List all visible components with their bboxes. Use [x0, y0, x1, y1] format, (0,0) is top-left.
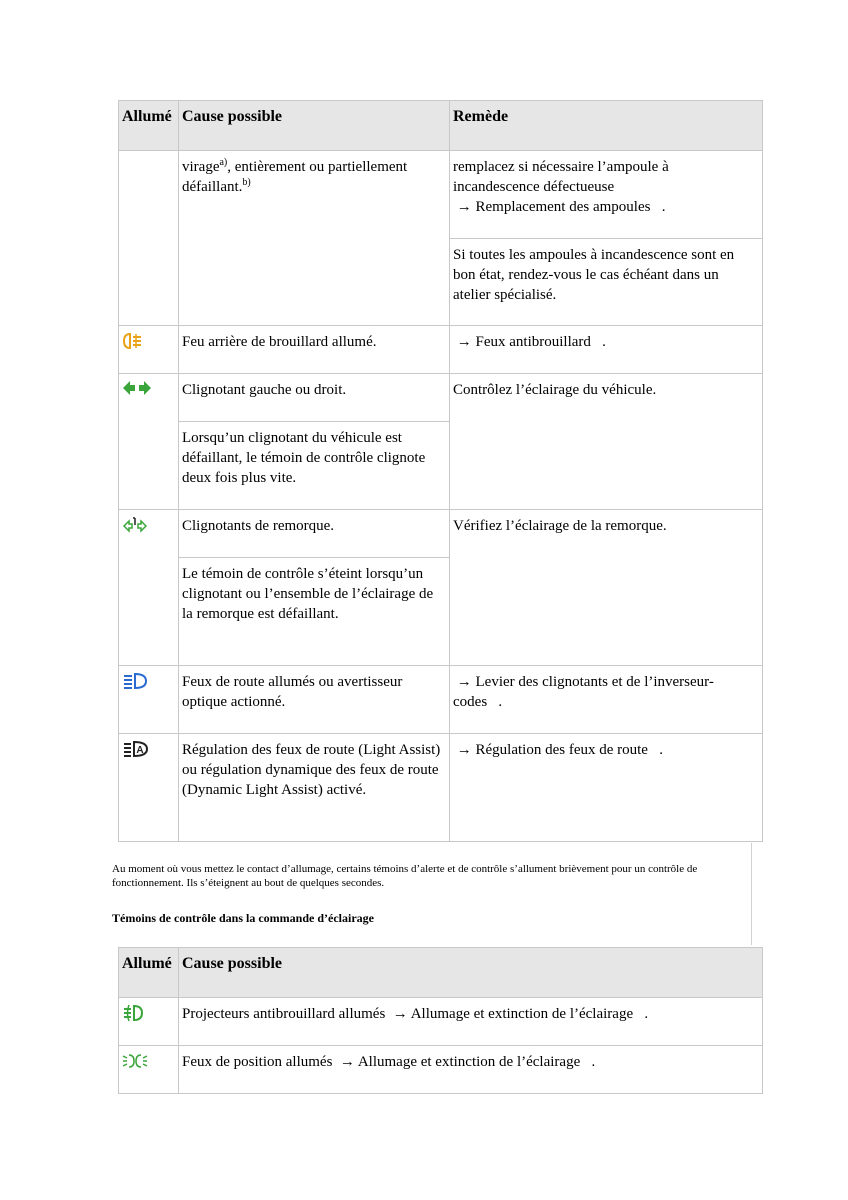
- cause-cell: Lorsqu’un clignotant du véhicule est défaillant, le témoin de contrôle clignote deux fois plus vite.: [179, 422, 450, 510]
- table-row: [119, 734, 763, 842]
- cause-cell: Régulation des feux de route (Light Assist) ou régulation dynamique des feux de route (Dynamic Light Assist) activé.: [179, 734, 450, 842]
- header-cause: Cause possible: [179, 101, 450, 151]
- trailer-turn-signal-icon: [122, 516, 148, 536]
- cause-cell: Clignotants de remorque.: [179, 510, 450, 558]
- cause-cell: Feux de route allumés ou avertisseur optique actionné.: [179, 666, 450, 734]
- front-fog-light-icon: [122, 1004, 148, 1024]
- header-allume: Allumé: [119, 948, 179, 998]
- info-note: Au moment où vous mettez le contact d’allumage, certains témoins d’alerte et de contrôle s’allument brièvement pour un contrôle de fonctionnement. Ils s’éteignent au bout de quelques secondes.: [112, 863, 698, 889]
- table-row: [119, 374, 763, 422]
- remede-cell: → Levier des clignotants et de l’inverseur-codes .: [450, 666, 763, 734]
- indicator-table: [118, 100, 763, 842]
- cause-cell: virage$^{a)}$, entièrement ou partiellement défaillant.$^{b)}$: [179, 151, 450, 326]
- remede-cell: → Feux antibrouillard .: [450, 326, 763, 374]
- light-assist-icon: [122, 740, 148, 760]
- table-row: [119, 326, 763, 374]
- table-header-row: [119, 948, 763, 998]
- remede-cell: Si toutes les ampoules à incandescence sont en bon état, rendez-vous le cas échéant dans un atelier spécialisé.: [450, 239, 763, 326]
- cause-cell: Projecteurs antibrouillard allumés → Allumage et extinction de l’éclairage .: [179, 998, 763, 1046]
- icon-cell: [119, 326, 179, 374]
- table-row: [119, 666, 763, 734]
- link-feux-antibrouillard[interactable]: → Feux antibrouillard: [456, 334, 591, 350]
- header-remede: Remède: [450, 101, 763, 151]
- position-lights-icon: [122, 1052, 148, 1072]
- cause-cell: Feu arrière de brouillard allumé.: [179, 326, 450, 374]
- icon-cell: [119, 510, 179, 666]
- svg-text:A: A: [136, 745, 144, 756]
- link-regulation-feux[interactable]: → Régulation des feux de route: [456, 742, 648, 758]
- icon-cell: [119, 998, 179, 1046]
- table-row: [119, 151, 763, 239]
- table-row: [119, 1046, 763, 1094]
- table-header-row: [119, 101, 763, 151]
- header-cause: Cause possible: [179, 948, 763, 998]
- icon-cell: [119, 734, 179, 842]
- remede-cell: Contrôlez l’éclairage du véhicule.: [450, 374, 763, 510]
- table-row: [119, 998, 763, 1046]
- cause-cell: Le témoin de contrôle s’éteint lorsqu’un clignotant ou l’ensemble de l’éclairage de la remorque est défaillant.: [179, 558, 450, 666]
- link-allumage-eclairage[interactable]: → Allumage et extinction de l’éclairage: [339, 1054, 581, 1070]
- link-levier-clignotants[interactable]: → Levier des clignotants et de l’inverseur-codes: [453, 674, 714, 710]
- link-allumage-eclairage[interactable]: → Allumage et extinction de l’éclairage: [392, 1006, 634, 1022]
- cause-cell: Clignotant gauche ou droit.: [179, 374, 450, 422]
- lighting-control-table: [118, 947, 763, 1094]
- icon-cell-empty: [119, 151, 179, 326]
- icon-cell: [119, 666, 179, 734]
- table-row: [119, 510, 763, 558]
- remede-cell: → Régulation des feux de route .: [450, 734, 763, 842]
- rear-fog-light-icon: [122, 332, 148, 352]
- icon-cell: [119, 374, 179, 510]
- high-beam-icon: [122, 672, 148, 692]
- icon-cell: [119, 1046, 179, 1094]
- cause-cell: Feux de position allumés → Allumage et extinction de l’éclairage .: [179, 1046, 763, 1094]
- divider: [751, 843, 752, 945]
- header-allume: Allumé: [119, 101, 179, 151]
- turn-signal-arrows-icon: [122, 380, 148, 400]
- section-heading: Témoins de contrôle dans la commande d’éclairage: [112, 911, 374, 925]
- link-remplacement-ampoules[interactable]: → Remplacement des ampoules: [456, 199, 651, 215]
- remede-cell: remplacez si nécessaire l’ampoule à incandescence défectueuse → Remplacement des ampoules .: [450, 151, 763, 239]
- remede-cell: Vérifiez l’éclairage de la remorque.: [450, 510, 763, 666]
